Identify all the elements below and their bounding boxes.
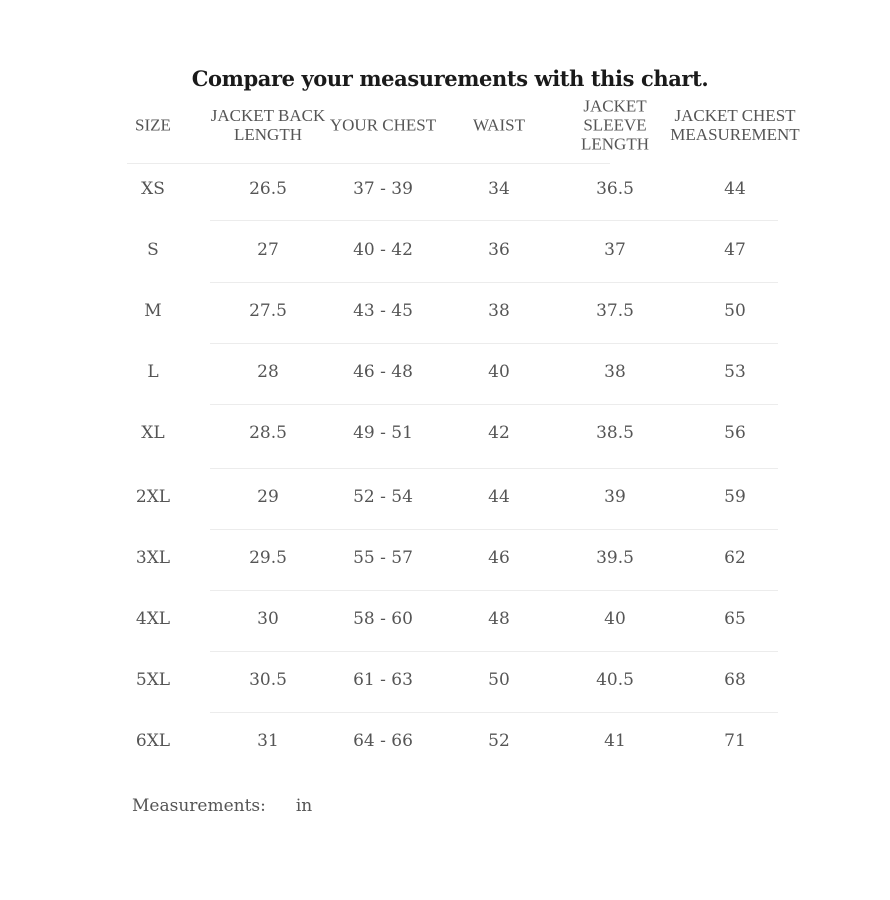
cell-size: XL — [141, 423, 165, 443]
measurement-unit: in — [295, 796, 313, 816]
header-jacket-chest-measurement: JACKET CHEST MEASUREMENT — [670, 106, 800, 144]
cell-back-length: 28 — [257, 362, 279, 382]
row-divider — [210, 282, 778, 283]
cell-back-length: 28.5 — [249, 423, 287, 443]
header-size: SIZE — [135, 115, 171, 135]
cell-waist: 34 — [488, 179, 510, 199]
cell-sleeve-length: 37.5 — [596, 301, 634, 321]
row-divider — [210, 468, 778, 469]
cell-chest: 64 - 66 — [353, 731, 413, 751]
cell-sleeve-length: 38.5 — [596, 423, 634, 443]
cell-size: L — [147, 362, 159, 382]
cell-size: XS — [141, 179, 165, 199]
row-divider — [210, 712, 778, 713]
cell-size: M — [144, 301, 162, 321]
cell-size: 4XL — [135, 609, 171, 629]
cell-chest: 58 - 60 — [353, 609, 413, 629]
cell-chest: 46 - 48 — [353, 362, 413, 382]
cell-waist: 42 — [488, 423, 510, 443]
cell-chest: 49 - 51 — [353, 423, 413, 443]
cell-chest: 52 - 54 — [353, 487, 413, 507]
cell-jacket-chest: 44 — [724, 179, 746, 199]
cell-size: 6XL — [135, 731, 171, 751]
row-divider — [210, 404, 778, 405]
cell-back-length: 30 — [257, 609, 279, 629]
header-your-chest: YOUR CHEST — [329, 115, 437, 135]
cell-chest: 37 - 39 — [353, 179, 413, 199]
row-divider — [210, 590, 778, 591]
cell-chest: 61 - 63 — [353, 670, 413, 690]
chart-title: Compare your measurements with this chart. — [191, 66, 709, 91]
cell-sleeve-length: 41 — [604, 731, 626, 751]
row-divider — [210, 220, 778, 221]
row-divider — [210, 529, 778, 530]
cell-back-length: 30.5 — [249, 670, 287, 690]
cell-jacket-chest: 68 — [724, 670, 746, 690]
measurement-units — [132, 796, 312, 816]
cell-jacket-chest: 62 — [724, 548, 746, 568]
cell-waist: 36 — [488, 240, 510, 260]
header-waist: WAIST — [473, 115, 525, 135]
header-jacket-sleeve-length: JACKET SLEEVE LENGTH — [581, 96, 649, 154]
cell-jacket-chest: 53 — [724, 362, 746, 382]
cell-back-length: 29.5 — [249, 548, 287, 568]
cell-waist: 40 — [488, 362, 510, 382]
cell-chest: 55 - 57 — [353, 548, 413, 568]
header-jacket-back-length: JACKET BACK LENGTH — [210, 106, 326, 144]
cell-size: 5XL — [135, 670, 171, 690]
cell-size: 2XL — [135, 487, 171, 507]
row-divider — [210, 343, 778, 344]
cell-jacket-chest: 50 — [724, 301, 746, 321]
cell-back-length: 31 — [257, 731, 279, 751]
cell-sleeve-length: 37 — [604, 240, 626, 260]
cell-sleeve-length: 38 — [604, 362, 626, 382]
cell-waist: 46 — [488, 548, 510, 568]
cell-back-length: 27 — [257, 240, 279, 260]
measurements-label: Measurements: — [132, 796, 266, 816]
cell-jacket-chest: 71 — [724, 731, 746, 751]
cell-size: 3XL — [135, 548, 171, 568]
cell-jacket-chest: 59 — [724, 487, 746, 507]
cell-chest: 43 - 45 — [353, 301, 413, 321]
cell-back-length: 29 — [257, 487, 279, 507]
cell-jacket-chest: 47 — [724, 240, 746, 260]
cell-waist: 44 — [488, 487, 510, 507]
cell-jacket-chest: 56 — [724, 423, 746, 443]
cell-back-length: 26.5 — [249, 179, 287, 199]
cell-waist: 52 — [488, 731, 510, 751]
cell-sleeve-length: 39 — [604, 487, 626, 507]
cell-sleeve-length: 39.5 — [596, 548, 634, 568]
cell-chest: 40 - 42 — [353, 240, 413, 260]
row-divider — [210, 651, 778, 652]
cell-waist: 50 — [488, 670, 510, 690]
cell-size: S — [147, 240, 159, 260]
cell-waist: 38 — [488, 301, 510, 321]
cell-sleeve-length: 40 — [604, 609, 626, 629]
cell-sleeve-length: 36.5 — [596, 179, 634, 199]
cell-back-length: 27.5 — [249, 301, 287, 321]
cell-jacket-chest: 65 — [724, 609, 746, 629]
cell-waist: 48 — [488, 609, 510, 629]
row-divider — [127, 163, 610, 164]
cell-sleeve-length: 40.5 — [596, 670, 634, 690]
